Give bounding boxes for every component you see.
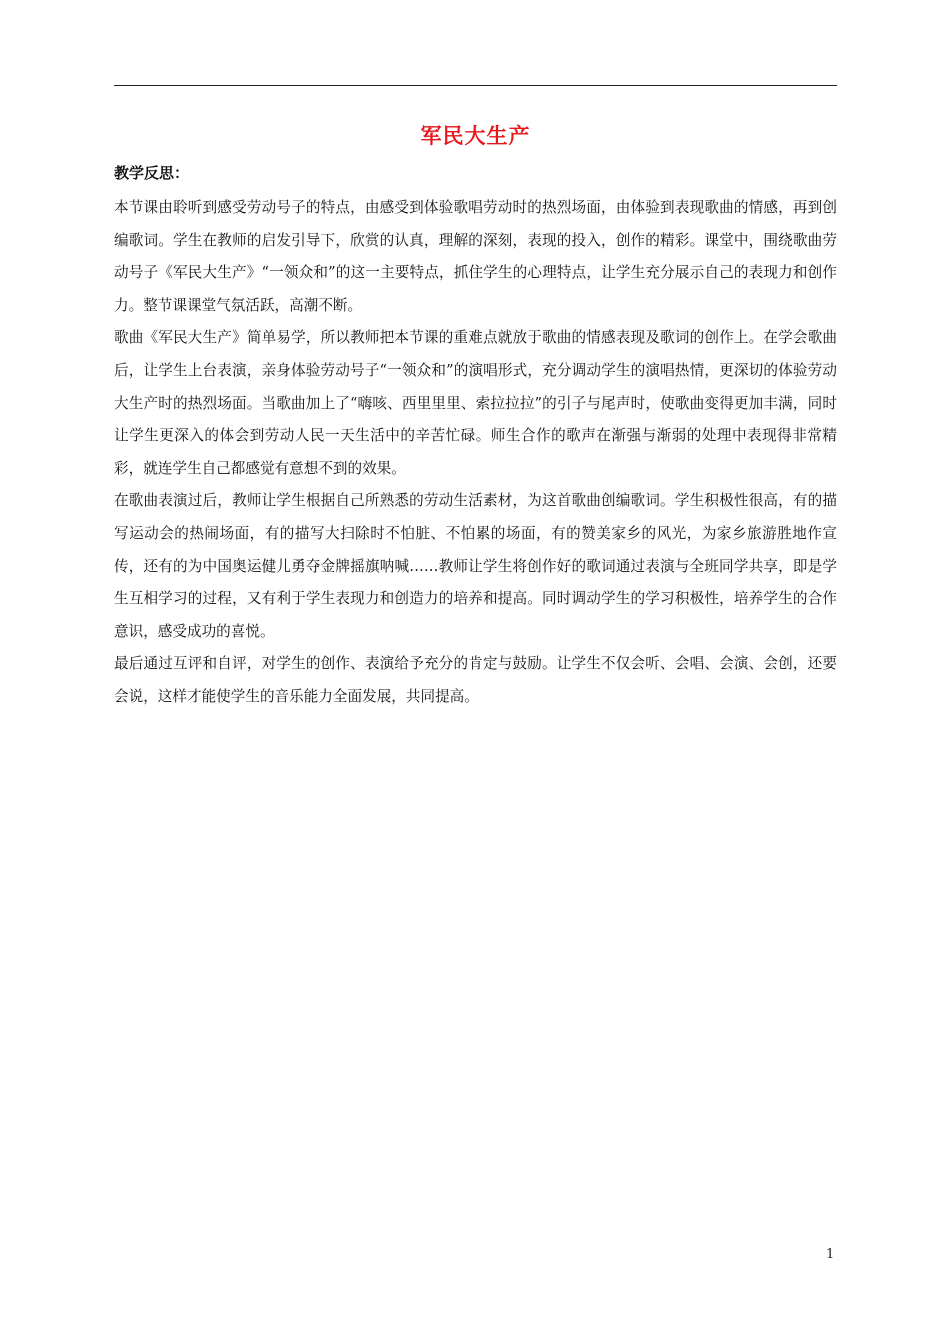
paragraph-1: 本节课由聆听到感受劳动号子的特点，由感受到体验歌唱劳动时的热烈场面，由体验到表现歌曲的情感，再到创编歌词。学生在教师的启发引导下，欣赏的认真，理解的深刻，表现的投入，创作的精彩。课堂中，围绕歌曲劳动号子《军民大生产》“一领众和”的这一主要特点，抓住学生的心理特点，让学生充分展示自己的表现力和创作力。整节课课堂气氛活跃，高潮不断。 xyxy=(114,199,837,314)
paragraph-4: 最后通过互评和自评，对学生的创作、表演给予充分的肯定与鼓励。让学生不仅会听、会唱、会演、会创，还要会说，这样才能使学生的音乐能力全面发展，共同提高。 xyxy=(114,655,837,705)
paragraph-3: 在歌曲表演过后，教师让学生根据自己所熟悉的劳动生活素材，为这首歌曲创编歌词。学生积极性很高，有的描写运动会的热闹场面，有的描写大扫除时不怕脏、不怕累的场面，有的赞美家乡的风光，为家乡旅游胜地作宣传，还有的为中国奥运健儿勇夺金牌摇旗呐喊……教师让学生将创作好的歌词通过表演与全班同学共享，即是学生互相学习的过程，又有利于学生表现力和创造力的培养和提高。同时调动学生的学习积极性，培养学生的合作意识，感受成功的喜悦。 xyxy=(114,492,837,640)
paragraph-2: 歌曲《军民大生产》简单易学，所以教师把本节课的重难点就放于歌曲的情感表现及歌词的创作上。在学会歌曲后，让学生上台表演，亲身体验劳动号子“一领众和”的演唱形式，充分调动学生的演唱热情，更深切的体验劳动大生产时的热烈场面。当歌曲加上了“嗨咳、西里里里、索拉拉拉”的引子与尾声时，使歌曲变得更加丰满，同时让学生更深入的体会到劳动人民一天生活中的辛苦忙碌。师生合作的歌声在渐强与渐弱的处理中表现得非常精彩，就连学生自己都感觉有意想不到的效果。 xyxy=(114,329,837,477)
section-heading: 教学反思： xyxy=(114,164,190,182)
document-title: 军民大生产 xyxy=(420,123,531,148)
header-rule xyxy=(114,85,837,86)
page-number: 1 xyxy=(826,1247,835,1262)
document-body xyxy=(114,192,837,714)
